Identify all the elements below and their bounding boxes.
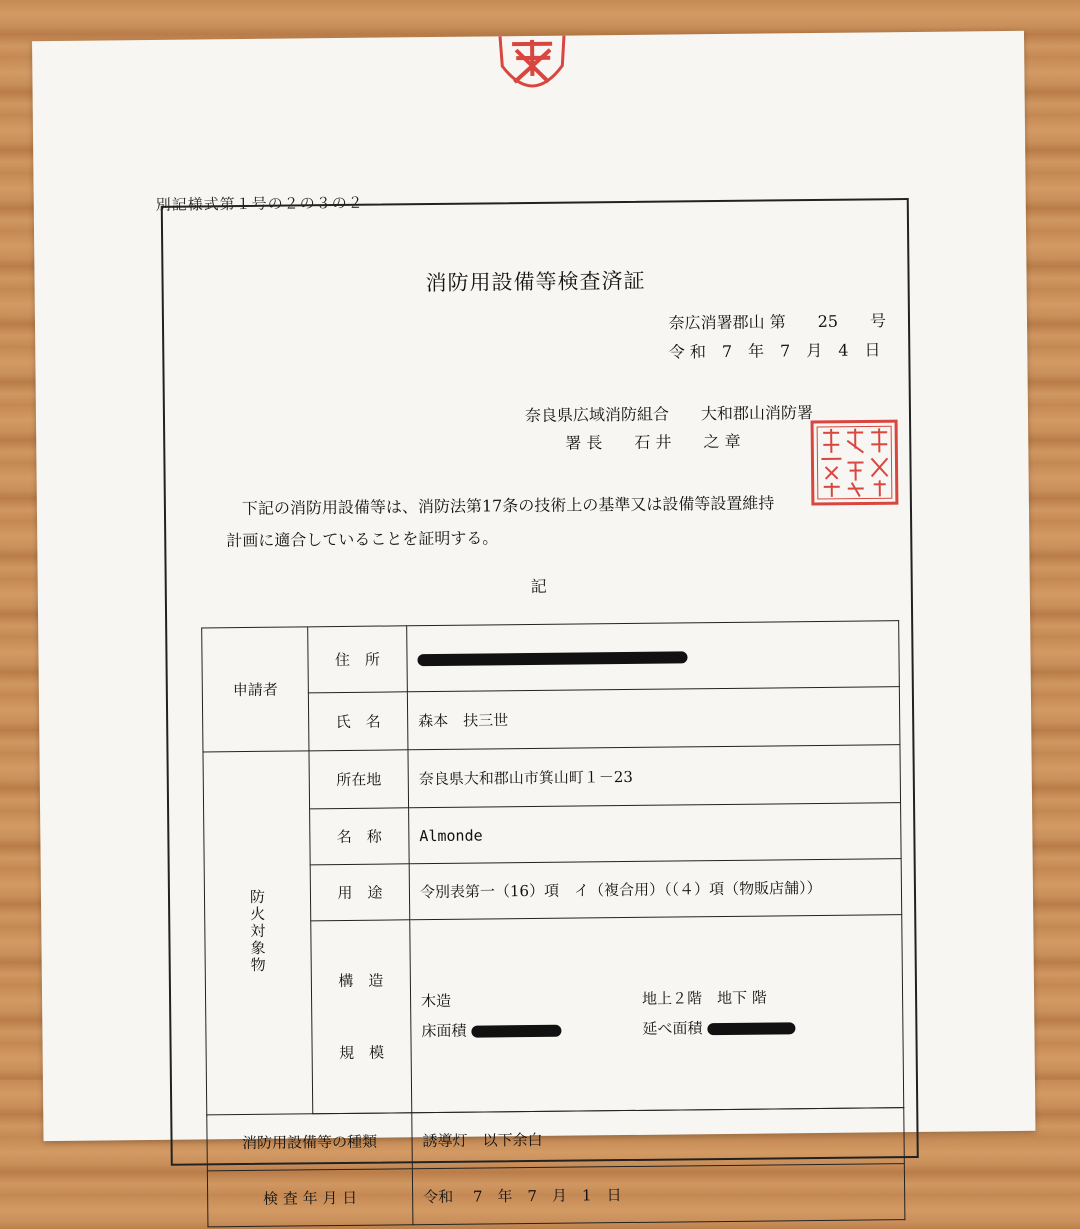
address-value: [407, 621, 900, 692]
location-value: 奈良県大和郡山市箕山町１－23: [408, 745, 901, 808]
redaction-mark: [471, 1025, 561, 1038]
floor-area: 床面積: [421, 1015, 561, 1046]
structure-value: [410, 915, 904, 1113]
structure-type: 木造: [421, 991, 452, 1011]
equipment-type-label: 消防用設備等の種類: [207, 1113, 413, 1171]
table-row: [207, 1164, 905, 1227]
issuer-block: [525, 399, 814, 458]
issuer-chief: 署 長 石 井 之 章: [565, 431, 741, 453]
issue-date: 令 和 7 年 7 月 4 日: [668, 340, 881, 362]
target-group-label: 防火対象物: [203, 751, 313, 1115]
form-number: 別記様式第１号の２の３の２: [155, 193, 364, 214]
inspection-date-value: 令和 7 年 7 月 1 日: [412, 1164, 905, 1225]
issuer-organization: 奈良県広域消防組合 大和郡山消防署: [524, 403, 814, 426]
floor-count: 地上２階 地下 階: [641, 988, 767, 1008]
statement-line-1: 下記の消防用設備等は、消防法第17条の技術上の基準又は設備等設置維持: [241, 493, 775, 519]
certificate-title: 消防用設備等検査済証: [425, 268, 646, 296]
record-heading: 記: [530, 576, 547, 597]
designation-label: 名 称: [310, 808, 410, 865]
structure-label: 構 造 規 模: [311, 920, 412, 1114]
address-label: 住 所: [308, 626, 408, 693]
redaction-mark: [707, 1022, 795, 1035]
certification-statement: [226, 487, 837, 557]
document-sheet: [32, 31, 1035, 1208]
name-label: 氏 名: [308, 692, 408, 751]
top-seal-stamp: [492, 36, 573, 107]
record-table: [201, 620, 905, 1227]
use-value: 令別表第一（16）項 イ（複合用）（（４）項（物販店舗））: [409, 859, 902, 920]
location-label: 所在地: [309, 750, 409, 809]
document-number-block: [668, 306, 886, 366]
total-floor-area: 延べ面積: [642, 1011, 892, 1044]
designation-value: Almonde: [409, 803, 902, 864]
table-row: [207, 1108, 905, 1171]
certificate-frame: [161, 198, 919, 1208]
inspection-date-label: 検 査 年 月 日: [207, 1169, 413, 1227]
table-row: [202, 621, 900, 694]
document-number: 奈広消署郡山 第 25 号: [668, 311, 887, 333]
redaction-mark: [417, 651, 687, 666]
statement-line-2: 計画に適合していることを証明する。: [226, 528, 499, 551]
name-value: 森本 扶三世: [407, 687, 900, 750]
applicant-group-label: 申請者: [202, 627, 309, 752]
equipment-type-value: 誘導灯 以下余白: [412, 1108, 905, 1169]
use-label: 用 途: [310, 864, 410, 921]
table-row: [203, 745, 901, 810]
